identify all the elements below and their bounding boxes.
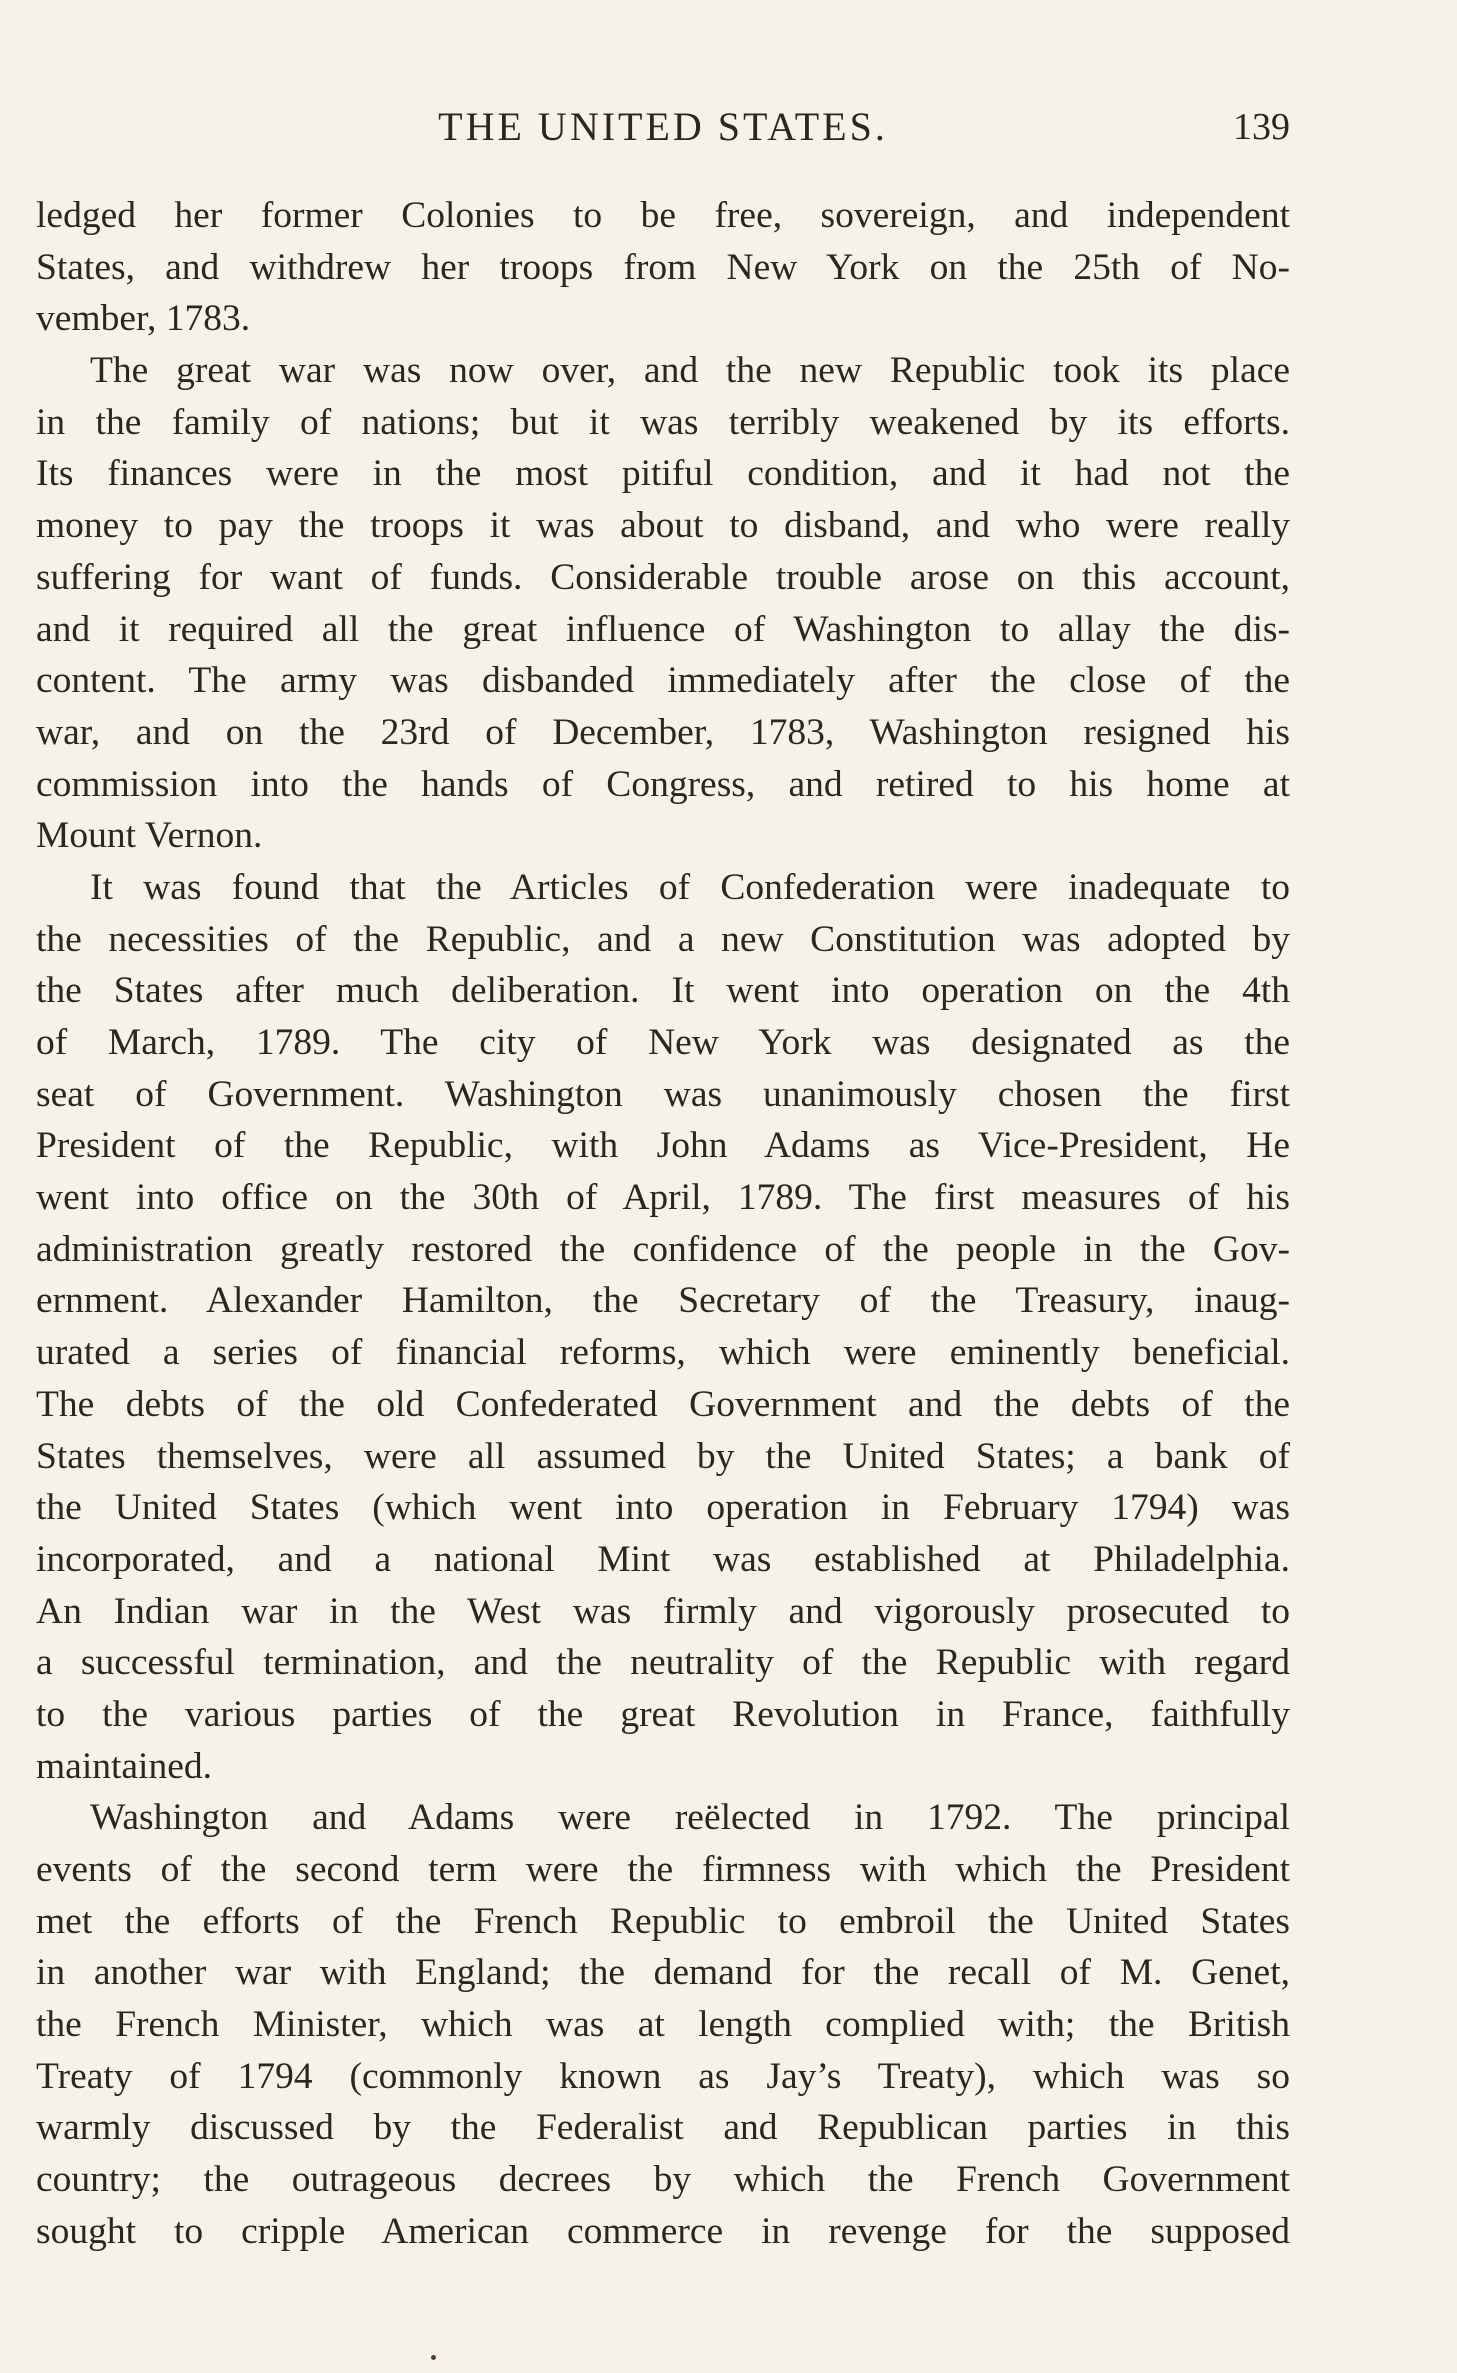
text-line: The great war was now over, and the new Republic took its place [90,350,1290,392]
page-number: 139 [1233,106,1290,148]
running-title: THE UNITED STATES. [438,104,888,149]
text-line: ernment. Alexander Hamilton, the Secretary of the Treasury, inaug- [36,1280,1290,1322]
text-line: ledged her former Colonies to be free, sovereign, and independent [36,195,1290,236]
text-line: Washington and Adams were reëlected in 1792. The principal [90,1797,1290,1839]
text-line: Mount Vernon. [36,815,263,857]
text-line: a successful termination, and the neutrality of the Republic with regard [36,1642,1290,1684]
text-line: Its finances were in the most pitiful condition, and it had not the [36,453,1290,495]
text-line: An Indian war in the West was firmly and vigorously prosecuted to [36,1590,1290,1632]
text-line: vember, 1783. [36,298,251,340]
text-line: the United States (which went into operation in February 1794) was [36,1487,1290,1529]
text-line: the necessities of the Republic, and a new Constitution was adopted by [36,918,1290,960]
text-line: content. The army was disbanded immediately after the close of the [36,660,1290,702]
text-line: events of the second term were the firmness with which the President [36,1849,1290,1890]
text-line: to the various parties of the great Revolution in France, faithfully [36,1693,1290,1735]
text-line: President of the Republic, with John Adams as Vice-President, He [36,1125,1290,1167]
text-line: administration greatly restored the confidence of the people in the Gov- [36,1228,1290,1270]
text-line: of March, 1789. The city of New York was designated as the [36,1022,1290,1063]
text-line: maintained. [36,1745,212,1787]
text-line: suffering for want of funds. Considerable trouble arose on this account, [36,556,1290,598]
text-line: urated a series of financial reforms, which were eminently beneficial. [36,1332,1290,1374]
text-line: It was found that the Articles of Confederation were inadequate to [90,866,1290,908]
text-line: warmly discussed by the Federalist and Republican parties in this [36,2107,1290,2149]
text-line: Treaty of 1794 (commonly known as Jay’s Treaty), which was so [36,2055,1290,2097]
text-line: The debts of the old Confederated Government and the debts of the [36,1383,1290,1425]
print-speck [431,2355,436,2360]
text-line: the States after much deliberation. It went into operation on the 4th [36,970,1290,1012]
text-line: sought to cripple American commerce in revenge for the supposed [36,2210,1290,2252]
text-line: went into office on the 30th of April, 1789. The first measures of his [36,1177,1290,1219]
body-text [36,190,1290,2258]
text-line: met the efforts of the French Republic to embroil the United States [36,1900,1290,1942]
text-line: in another war with England; the demand for the recall of M. Genet, [36,1952,1290,1994]
text-line: States, and withdrew her troops from New York on the 25th of No- [36,246,1290,288]
text-line: in the family of nations; but it was terribly weakened by its efforts. [36,401,1290,443]
text-line: money to pay the troops it was about to disband, and who were really [36,505,1290,547]
text-line: and it required all the great influence of Washington to allay the dis- [36,608,1290,650]
text-line: States themselves, were all assumed by the United States; a bank of [36,1435,1290,1477]
text-line: incorporated, and a national Mint was established at Philadelphia. [36,1538,1290,1580]
text-line: the French Minister, which was at length complied with; the British [36,2004,1290,2046]
text-line: country; the outrageous decrees by which the French Government [36,2159,1290,2201]
text-line: war, and on the 23rd of December, 1783, Washington resigned his [36,711,1290,753]
running-head [36,102,1290,152]
text-line: commission into the hands of Congress, and retired to his home at [36,763,1290,805]
text-line: seat of Government. Washington was unanimously chosen the first [36,1073,1290,1115]
